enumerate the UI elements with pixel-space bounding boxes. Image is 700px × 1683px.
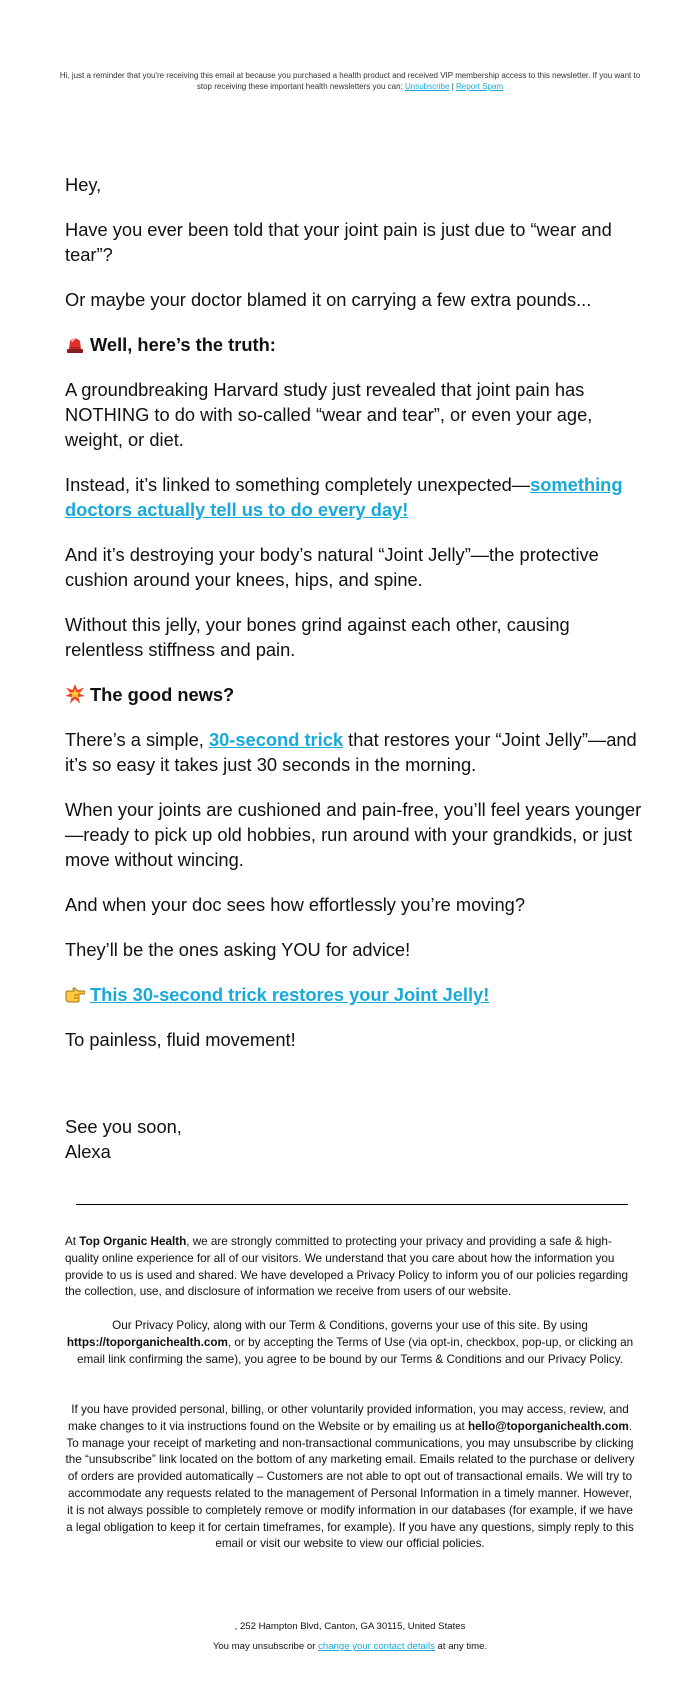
legal-text: Our Privacy Policy, along with our Term & Conditions, governs your use of this site. By using [112,1319,588,1332]
brand-name: Top Organic Health [79,1235,187,1248]
legal-text: At [65,1235,80,1248]
signoff [65,1114,645,1164]
heading-text: Well, here’s the truth: [90,334,276,355]
section-heading-good-news [65,682,645,707]
site-url: https://toporganichealth.com [66,1335,228,1349]
body-paragraph: Have you ever been told that your joint pain is just due to “wear and tear”? [65,219,612,265]
footer-text: at any time. [434,1641,488,1652]
contact-email: hello@toporganichealth.com [467,1419,629,1433]
divider [76,1204,628,1205]
paragraph-text: that restores your “Joint Jelly”—and it’s so easy it takes just 30 seconds in the morning. [65,729,637,775]
signoff-text: See you soon, [65,1116,182,1137]
pointing-hand-icon [65,984,85,1004]
signature: Alexa [65,1141,111,1162]
preheader-text: Hi, just a reminder that you're receiving this email at because you purchased a health product and received VIP membership access to this newsletter. If you want to stop receiving these important health newsletters you can: [59,71,641,91]
body-paragraph: Or maybe your doctor blamed it on carrying a few extra pounds... [65,289,592,310]
body-paragraph: A groundbreaking Harvard study just revealed that joint pain has NOTHING to do with so-called “wear and tear”, or even your age, weight, or diet. [65,379,593,450]
body-paragraph: Without this jelly, your bones grind against each other, causing relentless stiffness and pain. [65,614,570,660]
email-body [65,172,645,1184]
trick-link[interactable]: 30-second trick [208,729,344,750]
greeting: Hey, [65,174,102,195]
section-heading-truth [65,332,645,357]
collision-icon [65,684,85,704]
body-paragraph [65,472,645,522]
body-paragraph [65,727,645,777]
legal-text: . To manage your receipt of marketing and non-transactional communications, you may unsubscribe by clicking the “unsubscribe” link located on the bottom of any marketing email. Emails related to the purchase or delivery of orders are provided automatically – Customers are not able to opt out of transactional emails. We will try to accommodate any requests related to the management of Personal Information in a timely manner. However, it is not always possible to completely remove or modify information in our databases (for example, if we have a legal obligation to keep it for certain timeframes, for example). If you have any questions, simply reply to this email or visit our website to view our official policies. [65,1419,635,1551]
preheader-separator: | [451,82,454,91]
footer-address: , 252 Hampton Blvd, Canton, GA 30115, United States [234,1621,466,1632]
paragraph-text: There’s a simple, [65,729,209,750]
body-paragraph: And when your doc sees how effortlessly you’re moving? [65,894,525,915]
legal-paragraph-data [65,1402,635,1553]
footer-text: You may unsubscribe or [212,1641,319,1652]
legal-paragraph-privacy [65,1234,635,1301]
body-paragraph: And it’s destroying your body’s natural “Joint Jelly”—the protective cushion around your knees, hips, and spine. [65,544,599,590]
footer-unsubscribe [0,1640,700,1653]
legal-paragraph-terms [65,1318,635,1368]
body-paragraph: To painless, fluid movement! [65,1029,296,1050]
cta-link[interactable]: This 30-second trick restores your Joint Jelly! [90,984,490,1005]
unsubscribe-link[interactable]: Unsubscribe [404,82,450,91]
siren-icon [65,334,85,354]
cta-paragraph [65,982,645,1007]
body-paragraph: They’ll be the ones asking YOU for advice! [65,939,411,960]
body-paragraph: When your joints are cushioned and pain-free, you’ll feel years younger—ready to pick up old hobbies, run around with your grandkids, or just move without wincing. [65,799,642,870]
heading-text: The good news? [90,684,235,705]
change-contact-details-link[interactable]: change your contact details [318,1641,435,1652]
doctors-link[interactable]: something doctors actually tell us to do every day! [65,474,623,520]
legal-text: , we are strongly committed to protecting your privacy and providing a safe & high-quality online experience for all of our visitors. We understand that you care about how the information you provide to us is used and shared. We have developed a Privacy Policy to inform you of our policies regarding the collection, use, and disclosure of information we receive from users of our website. [65,1235,629,1299]
legal-text: , or by accepting the Terms of Use (via opt-in, checkbox, pop-up, or clicking an email link confirming the same), you agree to be bound by our Terms & Conditions and our Privacy Policy. [77,1335,634,1366]
report-spam-link[interactable]: Report Spam [456,82,504,91]
legal-text: If you have provided personal, billing, or other voluntarily provided information, you may access, review, and make changes to it via instructions found on the Website or by emailing us at [68,1403,629,1433]
preheader [58,70,642,92]
paragraph-text: Instead, it’s linked to something completely unexpected— [65,474,531,495]
